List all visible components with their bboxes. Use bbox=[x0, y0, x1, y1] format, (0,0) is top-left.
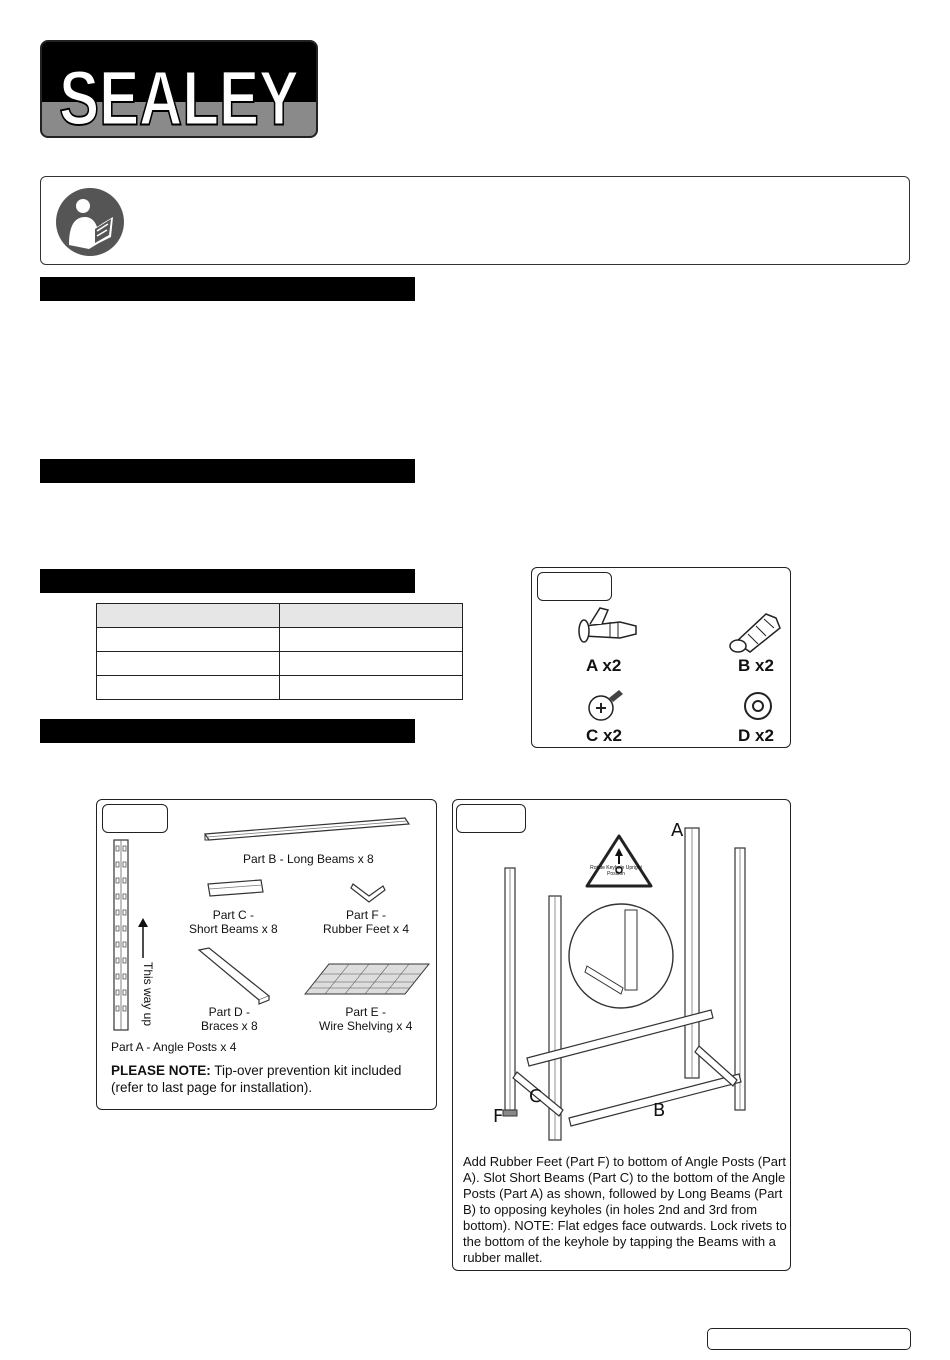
fixing-c-label: C x2 bbox=[586, 726, 622, 745]
section-header-bar-3 bbox=[40, 569, 415, 593]
sealey-logo bbox=[40, 40, 318, 142]
logo-text: SEALEY bbox=[59, 56, 299, 142]
logo-graphic bbox=[42, 42, 316, 142]
part-d-label: Part D - Braces x 8 bbox=[201, 1005, 258, 1033]
part-c-label: Part C - Short Beams x 8 bbox=[189, 908, 278, 936]
wire-shelf-drawing bbox=[303, 960, 431, 1000]
this-way-up-label: This way up bbox=[141, 962, 155, 1027]
tip-over-note bbox=[111, 1062, 431, 1096]
label-f: F bbox=[493, 1106, 504, 1127]
section-header-bar-2 bbox=[40, 459, 415, 483]
fixing-d-label: D x2 bbox=[738, 726, 774, 745]
table-row bbox=[97, 652, 463, 676]
footer-reference-box bbox=[707, 1328, 911, 1350]
angle-post-drawing bbox=[111, 838, 133, 1033]
part-e-label: Part E - Wire Shelving x 4 bbox=[319, 1005, 413, 1033]
long-beam-drawing bbox=[203, 810, 411, 846]
label-a: A bbox=[671, 820, 684, 841]
short-beam-drawing bbox=[205, 876, 267, 902]
part-b-label: Part B - Long Beams x 8 bbox=[243, 852, 374, 866]
contents-box bbox=[96, 799, 437, 1110]
fixings-kit-box bbox=[531, 567, 791, 748]
wall-plug-icon bbox=[724, 604, 784, 656]
screw-icon bbox=[585, 688, 625, 724]
fixing-b-label: B x2 bbox=[738, 656, 774, 675]
specification-table bbox=[96, 603, 463, 700]
part-a-label: Part A - Angle Posts x 4 bbox=[111, 1040, 237, 1054]
note-text: Tip-over prevention kit included (refer to last page for installation). bbox=[111, 1063, 402, 1095]
brace-drawing bbox=[197, 946, 271, 1006]
keyhole-warning-sign: Rotate Keyhole Upright Position bbox=[590, 865, 642, 877]
read-manual-icon bbox=[55, 187, 125, 257]
note-bold-label: PLEASE NOTE: bbox=[111, 1063, 211, 1078]
assembly-box bbox=[452, 799, 791, 1271]
fixing-a-label: A x2 bbox=[586, 656, 622, 675]
assembly-instructions: Add Rubber Feet (Part F) to bottom of Angle Posts (Part A). Slot Short Beams (Part C) to the bottom of the Angle Posts (Part A) as shown, followed by Long Beams (Part B) to opposing keyholes (in holes 2nd and 3rd from bottom). NOTE: Flat edges face outwards. Lock rivets to the bottom of the keyhole by tapping the Beams with a rubber mallet. bbox=[463, 1154, 787, 1265]
washer-icon bbox=[742, 690, 774, 722]
table-row bbox=[97, 676, 463, 700]
section-header-bar-4 bbox=[40, 719, 415, 743]
figure-tag bbox=[102, 804, 168, 833]
table-row bbox=[97, 628, 463, 652]
label-b: B bbox=[653, 1100, 666, 1121]
up-arrow-icon bbox=[137, 918, 149, 958]
table-row bbox=[97, 604, 463, 628]
label-c: C bbox=[529, 1086, 542, 1107]
section-header-bar-1 bbox=[40, 277, 415, 301]
manual-notice-box bbox=[40, 176, 910, 265]
rubber-foot-drawing bbox=[349, 878, 389, 904]
anchor-bolt-icon bbox=[570, 604, 645, 656]
part-f-label: Part F - Rubber Feet x 4 bbox=[323, 908, 410, 936]
figure-tag bbox=[537, 572, 612, 601]
